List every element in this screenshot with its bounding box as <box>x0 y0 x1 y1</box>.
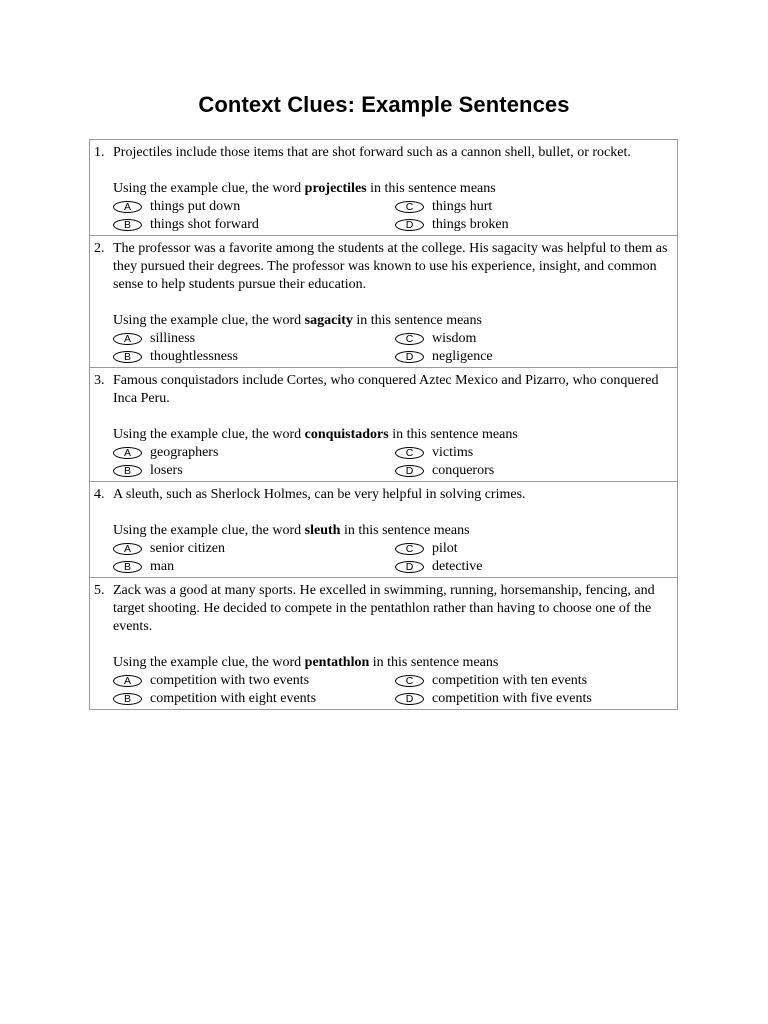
question-sheet <box>89 139 678 710</box>
choice-a[interactable] <box>113 672 395 690</box>
choice-text: wisdom <box>432 331 477 346</box>
choice-text: conquerors <box>432 463 495 478</box>
target-word: sleuth <box>304 523 341 538</box>
choice-text: competition with five events <box>432 691 592 706</box>
question-number: 4. <box>94 487 105 502</box>
answer-bubble-a[interactable]: A <box>113 543 142 555</box>
choice-c[interactable] <box>395 444 655 462</box>
choice-text: negligence <box>432 349 493 364</box>
choice-a[interactable] <box>113 444 395 462</box>
answer-bubble-d[interactable]: D <box>395 693 424 705</box>
choice-text: geographers <box>150 445 219 460</box>
question-text: Projectiles include those items that are shot forward such as a cannon shell, bullet, or rocket. <box>113 145 631 160</box>
choice-a[interactable] <box>113 198 395 216</box>
choice-d[interactable] <box>395 348 655 366</box>
choice-text: pilot <box>432 541 458 556</box>
answer-bubble-a[interactable]: A <box>113 201 142 213</box>
question-5 <box>90 577 677 709</box>
answer-bubble-d[interactable]: D <box>395 219 424 231</box>
question-stem: Using the example clue, the word sleuth in this sentence means <box>113 523 470 538</box>
choice-text: losers <box>150 463 183 478</box>
choice-c[interactable] <box>395 540 655 558</box>
choice-a[interactable] <box>113 540 395 558</box>
answer-bubble-d[interactable]: D <box>395 351 424 363</box>
choice-d[interactable] <box>395 558 655 576</box>
question-number: 2. <box>94 241 105 256</box>
answer-bubble-c[interactable]: C <box>395 447 424 459</box>
answer-bubble-d[interactable]: D <box>395 465 424 477</box>
answer-bubble-a[interactable]: A <box>113 333 142 345</box>
choice-d[interactable] <box>395 690 655 708</box>
choice-a[interactable] <box>113 330 395 348</box>
choice-text: silliness <box>150 331 196 346</box>
answer-choices <box>113 444 671 480</box>
question-text: Zack was a good at many sports. He excelled in swimming, running, horsemanship, fencing, and target shooting. He decided to compete in the pentathlon rather than having to choose one of the events. <box>113 583 655 634</box>
choice-c[interactable] <box>395 198 655 216</box>
answer-bubble-c[interactable]: C <box>395 543 424 555</box>
choice-b[interactable] <box>113 558 395 576</box>
target-word: sagacity <box>304 313 353 328</box>
choice-b[interactable] <box>113 348 395 366</box>
question-text: The professor was a favorite among the students at the college. His sagacity was helpful to them as they pursued their degrees. The professor was known to use his experience, insight, and common sense to help students pursue their education. <box>113 241 668 292</box>
question-stem: Using the example clue, the word conquistadors in this sentence means <box>113 427 518 442</box>
answer-bubble-b[interactable]: B <box>113 465 142 477</box>
choice-c[interactable] <box>395 330 655 348</box>
choice-text: things shot forward <box>150 217 259 232</box>
answer-bubble-c[interactable]: C <box>395 675 424 687</box>
answer-choices <box>113 540 671 576</box>
answer-bubble-a[interactable]: A <box>113 447 142 459</box>
choice-text: man <box>150 559 175 574</box>
question-4 <box>90 481 677 577</box>
answer-bubble-d[interactable]: D <box>395 561 424 573</box>
choice-b[interactable] <box>113 462 395 480</box>
choice-b[interactable] <box>113 216 395 234</box>
target-word: projectiles <box>304 181 367 196</box>
choice-text: things hurt <box>432 199 493 214</box>
answer-choices <box>113 330 671 366</box>
choice-b[interactable] <box>113 690 395 708</box>
target-word: conquistadors <box>304 427 389 442</box>
choice-text: senior citizen <box>150 541 226 556</box>
question-3 <box>90 367 677 481</box>
answer-bubble-c[interactable]: C <box>395 201 424 213</box>
answer-bubble-c[interactable]: C <box>395 333 424 345</box>
answer-bubble-b[interactable]: B <box>113 693 142 705</box>
question-text: Famous conquistadors include Cortes, who conquered Aztec Mexico and Pizarro, who conquered Inca Peru. <box>113 373 659 406</box>
choice-text: competition with ten events <box>432 673 588 688</box>
target-word: pentathlon <box>304 655 370 670</box>
answer-bubble-b[interactable]: B <box>113 351 142 363</box>
choice-text: victims <box>432 445 474 460</box>
choice-d[interactable] <box>395 462 655 480</box>
answer-bubble-b[interactable]: B <box>113 561 142 573</box>
choice-text: thoughtlessness <box>150 349 238 364</box>
question-text: A sleuth, such as Sherlock Holmes, can be very helpful in solving crimes. <box>113 487 526 502</box>
choice-text: competition with eight events <box>150 691 317 706</box>
question-1 <box>90 140 677 235</box>
question-number: 3. <box>94 373 105 388</box>
question-number: 5. <box>94 583 105 598</box>
choice-text: competition with two events <box>150 673 310 688</box>
choice-text: things broken <box>432 217 509 232</box>
question-number: 1. <box>94 145 105 160</box>
choice-d[interactable] <box>395 216 655 234</box>
choice-text: things put down <box>150 199 241 214</box>
question-stem: Using the example clue, the word projectiles in this sentence means <box>113 181 496 196</box>
answer-bubble-b[interactable]: B <box>113 219 142 231</box>
question-2 <box>90 235 677 367</box>
question-stem: Using the example clue, the word pentathlon in this sentence means <box>113 655 499 670</box>
answer-choices <box>113 198 671 234</box>
page-title: Context Clues: Example Sentences <box>198 92 570 117</box>
choice-text: detective <box>432 559 483 574</box>
choice-c[interactable] <box>395 672 655 690</box>
answer-choices <box>113 672 671 708</box>
question-stem: Using the example clue, the word sagacity in this sentence means <box>113 313 482 328</box>
answer-bubble-a[interactable]: A <box>113 675 142 687</box>
